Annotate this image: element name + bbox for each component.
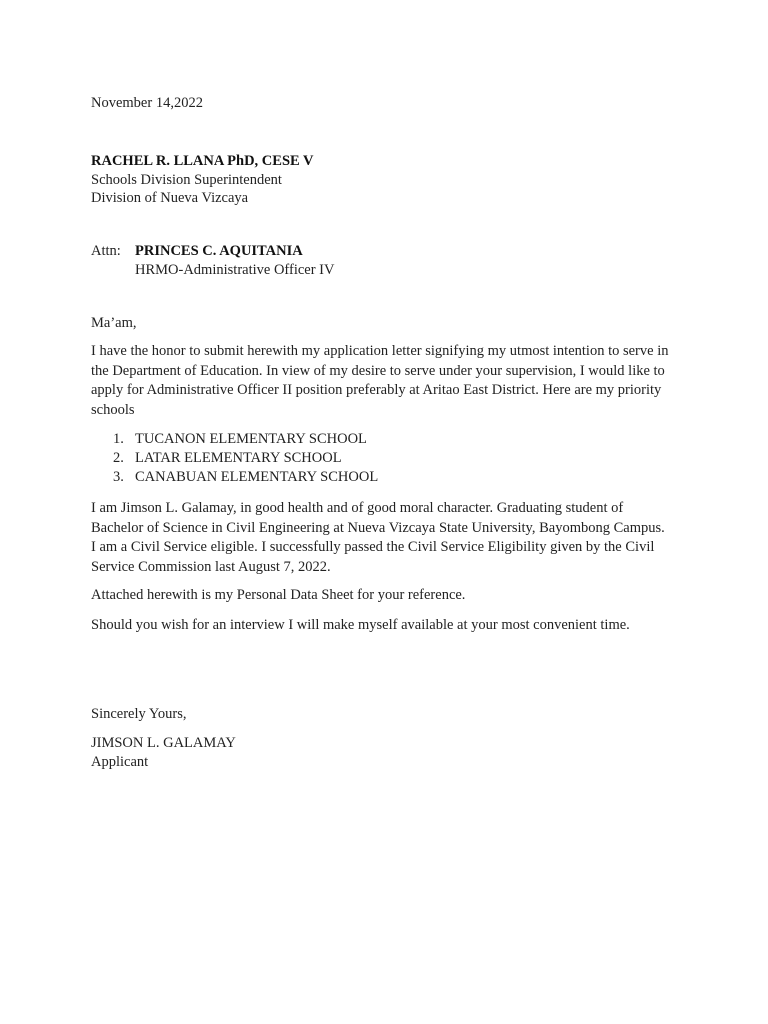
attention-title: HRMO-Administrative Officer IV — [135, 261, 335, 278]
list-item — [113, 430, 378, 449]
letter-date: November 14,2022 — [91, 95, 203, 111]
signature-name: JIMSON L. GALAMAY — [91, 735, 236, 751]
list-item — [113, 449, 378, 468]
paragraph-interview: Should you wish for an interview I will make myself available at your most convenient time. — [91, 617, 630, 633]
list-item — [113, 468, 378, 487]
attention-details — [135, 242, 334, 279]
closing-line: Sincerely Yours, — [91, 706, 187, 722]
paragraph-background: I am Jimson L. Galamay, in good health and of good moral character. Graduating student of Bachelor of Science in Civil Engineering at Nueva Vizcaya State University, Bayombong Campus. I am a Civil Service eligible. I successfully passed the Civil Service Eligibility given by the Civil Service Commission last August 7, 2022. — [91, 500, 665, 575]
recipient-block — [91, 152, 314, 208]
list-item-school: TUCANON ELEMENTARY SCHOOL — [135, 431, 367, 447]
attention-label: Attn: — [91, 243, 121, 259]
attention-name: PRINCES C. AQUITANIA — [135, 243, 303, 259]
list-item-number: 3. — [113, 469, 124, 485]
signature-block — [91, 734, 236, 772]
list-item-number: 1. — [113, 431, 124, 447]
salutation: Ma’am, — [91, 315, 137, 331]
recipient-office: Division of Nueva Vizcaya — [91, 190, 249, 206]
paragraph-application: I have the honor to submit herewith my application letter signifying my utmost intention to serve in the Department of Education. In view of my desire to serve under your supervision, I would like to apply for Administrative Officer II position preferably at Aritao East District. Here are my priority schools — [91, 343, 669, 418]
paragraph-attachment: Attached herewith is my Personal Data Sheet for your reference. — [91, 587, 466, 603]
list-item-school: LATAR ELEMENTARY SCHOOL — [135, 450, 342, 466]
recipient-title: Schools Division Superintendent — [91, 171, 282, 188]
priority-schools-list — [113, 430, 378, 487]
list-item-school: CANABUAN ELEMENTARY SCHOOL — [135, 469, 379, 485]
recipient-name: RACHEL R. LLANA PhD, CESE V — [91, 153, 314, 169]
signature-role: Applicant — [91, 754, 149, 770]
list-item-number: 2. — [113, 450, 124, 466]
